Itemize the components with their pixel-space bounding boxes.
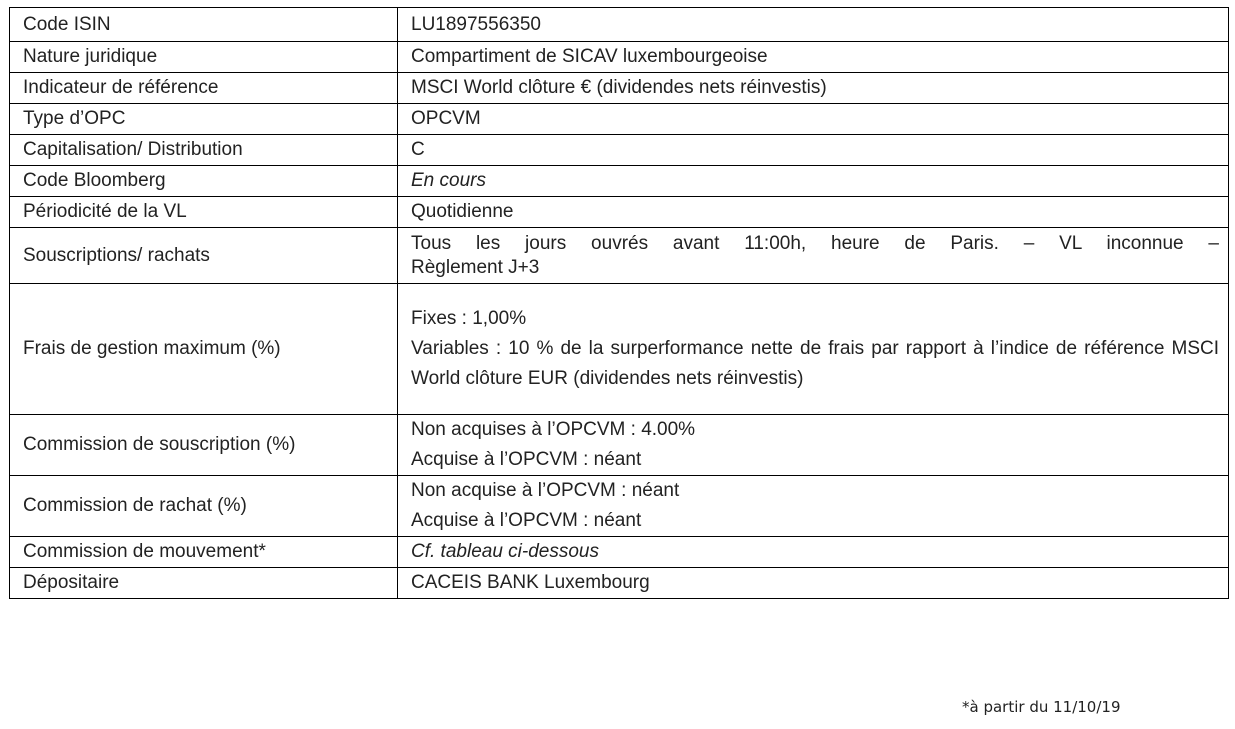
row-value-benchmark: MSCI World clôture € (dividendes nets réinvestis) — [398, 73, 1229, 104]
subscription-fee-line-1: Non acquises à l’OPCVM : 4.00% — [411, 419, 696, 440]
row-label-opc-type: Type d’OPC — [10, 104, 398, 135]
redemption-fee-line-2: Acquise à l’OPCVM : néant — [411, 510, 642, 531]
row-label-legal-nature: Nature juridique — [10, 42, 398, 73]
table-row — [10, 8, 1229, 42]
row-label-capitalisation: Capitalisation/ Distribution — [10, 135, 398, 166]
row-value-nav-frequency: Quotidienne — [398, 197, 1229, 228]
fund-characteristics-table — [9, 7, 1229, 599]
row-value-movement-fee: Cf. tableau ci-dessous — [398, 537, 1229, 568]
row-label-movement-fee: Commission de mouvement* — [10, 537, 398, 568]
row-value-subscription-fee — [398, 415, 1229, 476]
table-row — [10, 284, 1229, 415]
row-label-bloomberg: Code Bloomberg — [10, 166, 398, 197]
row-label-benchmark: Indicateur de référence — [10, 73, 398, 104]
row-label-redemption-fee: Commission de rachat (%) — [10, 476, 398, 537]
subscriptions-line-2: Règlement J+3 — [411, 256, 540, 278]
table-row — [10, 42, 1229, 73]
table-row — [10, 537, 1229, 568]
subscriptions-line-1: Tous les jours ouvrés avant 11:00h, heure de Paris. – VL inconnue – — [411, 232, 1219, 254]
row-label-management-fees: Frais de gestion maximum (%) — [10, 284, 398, 415]
table-row — [10, 135, 1229, 166]
row-value-subscriptions — [398, 228, 1229, 284]
management-fees-fixed: Fixes : 1,00% — [411, 308, 527, 329]
row-label-nav-frequency: Périodicité de la VL — [10, 197, 398, 228]
table-row — [10, 568, 1229, 599]
row-value-capitalisation: C — [398, 135, 1229, 166]
table-row — [10, 73, 1229, 104]
management-fees-variable: Variables : 10 % de la surperformance nette de frais par rapport à l’indice de référence MSCI World clôture EUR (dividendes nets réinvestis) — [411, 338, 1219, 389]
table-row — [10, 476, 1229, 537]
table-row — [10, 228, 1229, 284]
row-label-subscriptions: Souscriptions/ rachats — [10, 228, 398, 284]
row-value-management-fees — [398, 284, 1229, 415]
row-label-depositary: Dépositaire — [10, 568, 398, 599]
row-value-legal-nature: Compartiment de SICAV luxembourgeoise — [398, 42, 1229, 73]
table-row — [10, 166, 1229, 197]
row-value-opc-type: OPCVM — [398, 104, 1229, 135]
table-row — [10, 104, 1229, 135]
row-label-isin: Code ISIN — [10, 8, 398, 42]
table-row — [10, 415, 1229, 476]
row-value-depositary: CACEIS BANK Luxembourg — [398, 568, 1229, 599]
redemption-fee-line-1: Non acquise à l’OPCVM : néant — [411, 480, 680, 501]
row-label-subscription-fee: Commission de souscription (%) — [10, 415, 398, 476]
row-value-redemption-fee — [398, 476, 1229, 537]
subscription-fee-line-2: Acquise à l’OPCVM : néant — [411, 449, 642, 470]
footnote: *à partir du 11/10/19 — [962, 698, 1121, 716]
table-row — [10, 197, 1229, 228]
row-value-bloomberg: En cours — [398, 166, 1229, 197]
row-value-isin: LU1897556350 — [398, 8, 1229, 42]
